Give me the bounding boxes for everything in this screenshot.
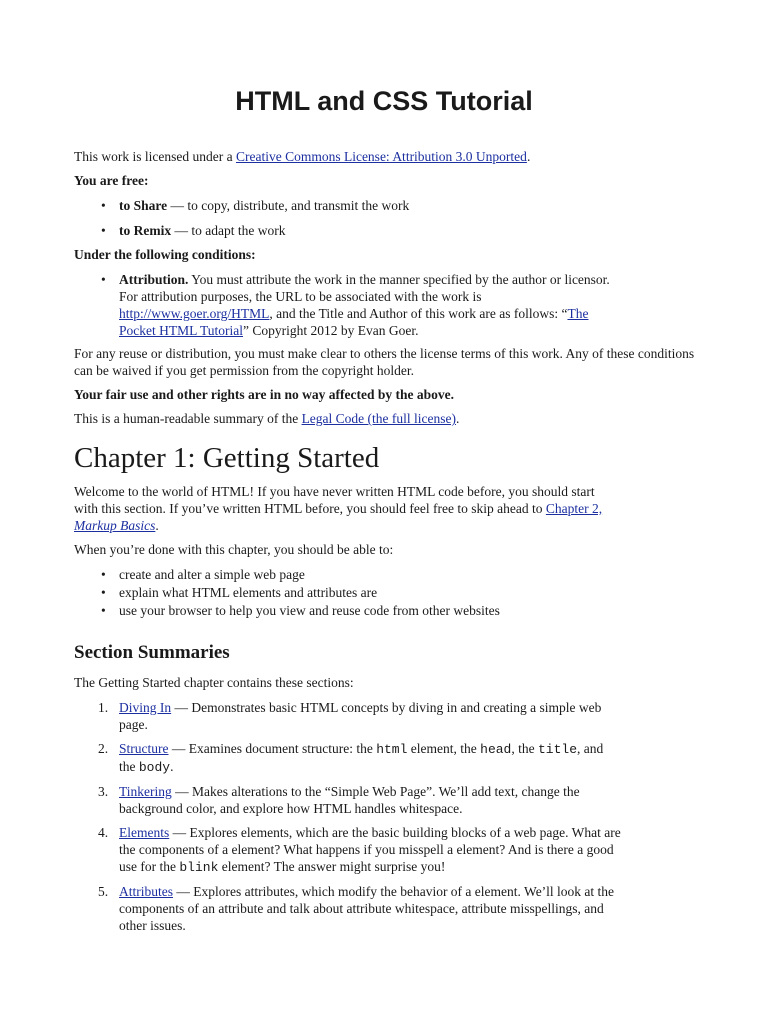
legal-code-link[interactable]: Legal Code (the full license)	[301, 411, 457, 426]
structure-link[interactable]: Structure	[119, 741, 169, 756]
free-list	[74, 197, 700, 239]
conditions-heading: Under the following conditions:	[74, 247, 256, 262]
list-item: • to Remix — to adapt the work	[101, 223, 286, 238]
list-item: • Attribution. You must attribute the work in the manner specified by the author or licensor. For attribution purposes, the URL to be associated with the work is http://www.goer.org/HTML, and the Title and Author of this work are as follows: “The Pocket HTML Tutorial” Copyright 2012 by Evan Goer.	[101, 272, 610, 338]
section-heading: Section Summaries	[74, 642, 230, 663]
list-item: • create and alter a simple web page	[101, 567, 305, 582]
section-intro: The Getting Started chapter contains these sections:	[74, 675, 354, 690]
tinkering-link[interactable]: Tinkering	[119, 784, 172, 799]
list-item: 3. Tinkering — Makes alterations to the “Simple Web Page”. We’ll add text, change the background color, and explore how HTML handles whitespace.	[98, 784, 580, 816]
done-intro: When you’re done with this chapter, you should be able to:	[74, 542, 394, 557]
bullet-icon: •	[101, 585, 106, 600]
you-are-free-heading: You are free:	[74, 173, 149, 188]
reuse-paragraph: For any reuse or distribution, you must make clear to others the license terms of this work. Any of these conditions can be waived if you get permission from the copyright holder.	[74, 346, 695, 378]
bullet-icon: •	[101, 272, 106, 287]
list-item: 2. Structure — Examines document structure: the html element, the head, the title, and the body.	[98, 741, 604, 775]
list-item: 5. Attributes — Explores attributes, which modify the behavior of a element. We’ll look at the components of an attribute and talk about attribute whitespace, attribute misspellings, and other issues.	[98, 884, 615, 933]
document-title: HTML and CSS Tutorial	[235, 86, 533, 116]
fair-use-paragraph: Your fair use and other rights are in no way affected by the above.	[74, 387, 454, 402]
diving-in-link[interactable]: Diving In	[119, 700, 172, 715]
list-item: 1. Diving In — Demonstrates basic HTML concepts by diving in and creating a simple web page.	[98, 700, 602, 732]
attributes-link[interactable]: Attributes	[119, 884, 173, 899]
summary-paragraph: This is a human-readable summary of the Legal Code (the full license).	[74, 411, 460, 426]
license-intro: This work is licensed under a Creative Commons License: Attribution 3.0 Unported.	[74, 149, 531, 164]
chapter-heading: Chapter 1: Getting Started	[74, 442, 380, 474]
conditions-list	[74, 271, 700, 339]
bullet-icon: •	[101, 603, 106, 618]
goals-list	[74, 566, 700, 620]
bullet-icon: •	[101, 223, 106, 238]
list-item: • explain what HTML elements and attributes are	[101, 585, 378, 600]
section-list	[74, 699, 700, 934]
list-item: 4. Elements — Explores elements, which are the basic building blocks of a web page. What are the components of a element? What happens if you misspell a element? And is there a good use for the blink element? The answer might surprise you!	[98, 825, 621, 875]
document-page	[74, 0, 700, 934]
welcome-paragraph: Welcome to the world of HTML! If you have never written HTML code before, you should start with this section. If you’ve written HTML before, you should feel free to skip ahead to Chapter 2, Markup Basics.	[74, 484, 603, 533]
pocket-tutorial-link[interactable]: The Pocket HTML Tutorial	[119, 306, 589, 338]
list-item: • to Share — to copy, distribute, and transmit the work	[101, 198, 410, 213]
list-item: • use your browser to help you view and reuse code from other websites	[101, 603, 500, 618]
bullet-icon: •	[101, 567, 106, 582]
elements-link[interactable]: Elements	[119, 825, 170, 840]
goer-url-link[interactable]: http://www.goer.org/HTML	[119, 306, 270, 321]
chapter2-link[interactable]: Chapter 2, Markup Basics	[74, 501, 603, 533]
cc-license-link[interactable]: Creative Commons License: Attribution 3.0 Unported	[235, 149, 527, 164]
bullet-icon: •	[101, 198, 106, 213]
